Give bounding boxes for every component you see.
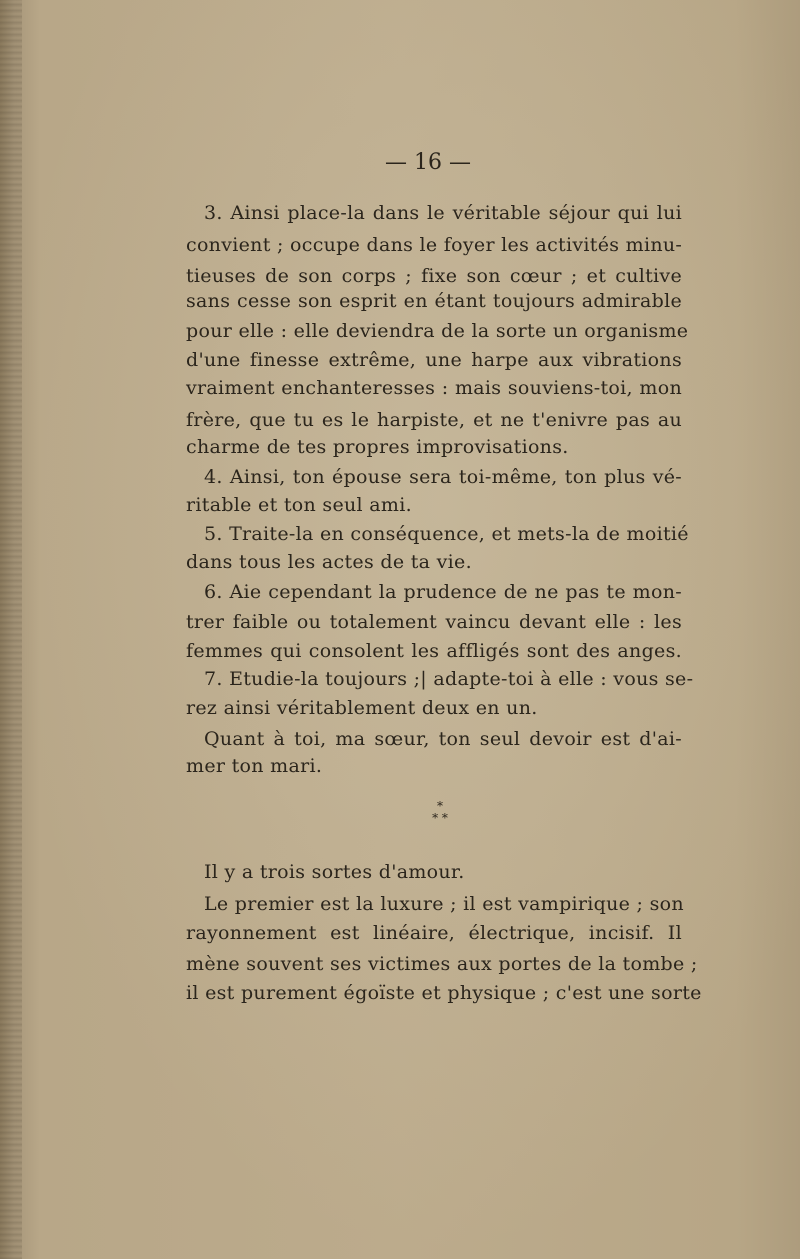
text-line: charme de tes propres improvisations. — [186, 436, 569, 458]
separator-top-asterisk: * — [437, 799, 443, 813]
page-number: — 16 — — [385, 150, 471, 175]
text-line: femmes qui consolent les affligés sont des anges. — [186, 640, 682, 662]
text-line: 5. Traite-la en conséquence, et mets-la de moitié — [204, 523, 689, 545]
text-line: Il y a trois sortes d'amour. — [204, 861, 465, 883]
text-line: 6. Aie cependant la prudence de ne pas te mon- — [204, 581, 682, 603]
text-line: 3. Ainsi place-la dans le véritable séjour qui lui — [204, 202, 682, 224]
text-line: d'une finesse extrême, une harpe aux vibrations — [186, 349, 682, 371]
text-line: Le premier est la luxure ; il est vampirique ; son — [204, 893, 684, 915]
text-line: mer ton mari. — [186, 755, 323, 777]
text-line: pour elle : elle deviendra de la sorte un organisme — [186, 320, 689, 342]
text-line: Quant à toi, ma sœur, ton seul devoir est d'ai- — [204, 728, 682, 750]
text-line: 7. Etudie-la toujours ;| adapte-toi à elle : vous se- — [204, 668, 694, 690]
text-line: ritable et ton seul ami. — [186, 494, 412, 516]
text-line: sans cesse son esprit en étant toujours admirable — [186, 290, 682, 312]
page-spine-shadow — [0, 0, 22, 1259]
text-line: il est purement égoïste et physique ; c'est une sorte — [186, 982, 702, 1004]
separator-bottom-asterisks: * * — [432, 811, 448, 825]
text-line: frère, que tu es le harpiste, et ne t'enivre pas au — [186, 409, 682, 431]
section-separator — [420, 800, 460, 824]
text-line: vraiment enchanteresses : mais souviens-toi, mon — [186, 377, 682, 399]
text-line: 4. Ainsi, ton épouse sera toi-même, ton plus vé- — [204, 466, 682, 488]
text-line: mène souvent ses victimes aux portes de la tombe ; — [186, 953, 698, 975]
text-line: rayonnement est linéaire, électrique, incisif. Il — [186, 922, 682, 944]
text-line: trer faible ou totalement vaincu devant elle : les — [186, 611, 682, 633]
text-line: dans tous les actes de ta vie. — [186, 551, 472, 573]
text-line: convient ; occupe dans le foyer les activités minu- — [186, 234, 683, 256]
text-line: rez ainsi véritablement deux en un. — [186, 697, 538, 719]
text-line: tieuses de son corps ; fixe son cœur ; et cultive — [186, 265, 682, 287]
